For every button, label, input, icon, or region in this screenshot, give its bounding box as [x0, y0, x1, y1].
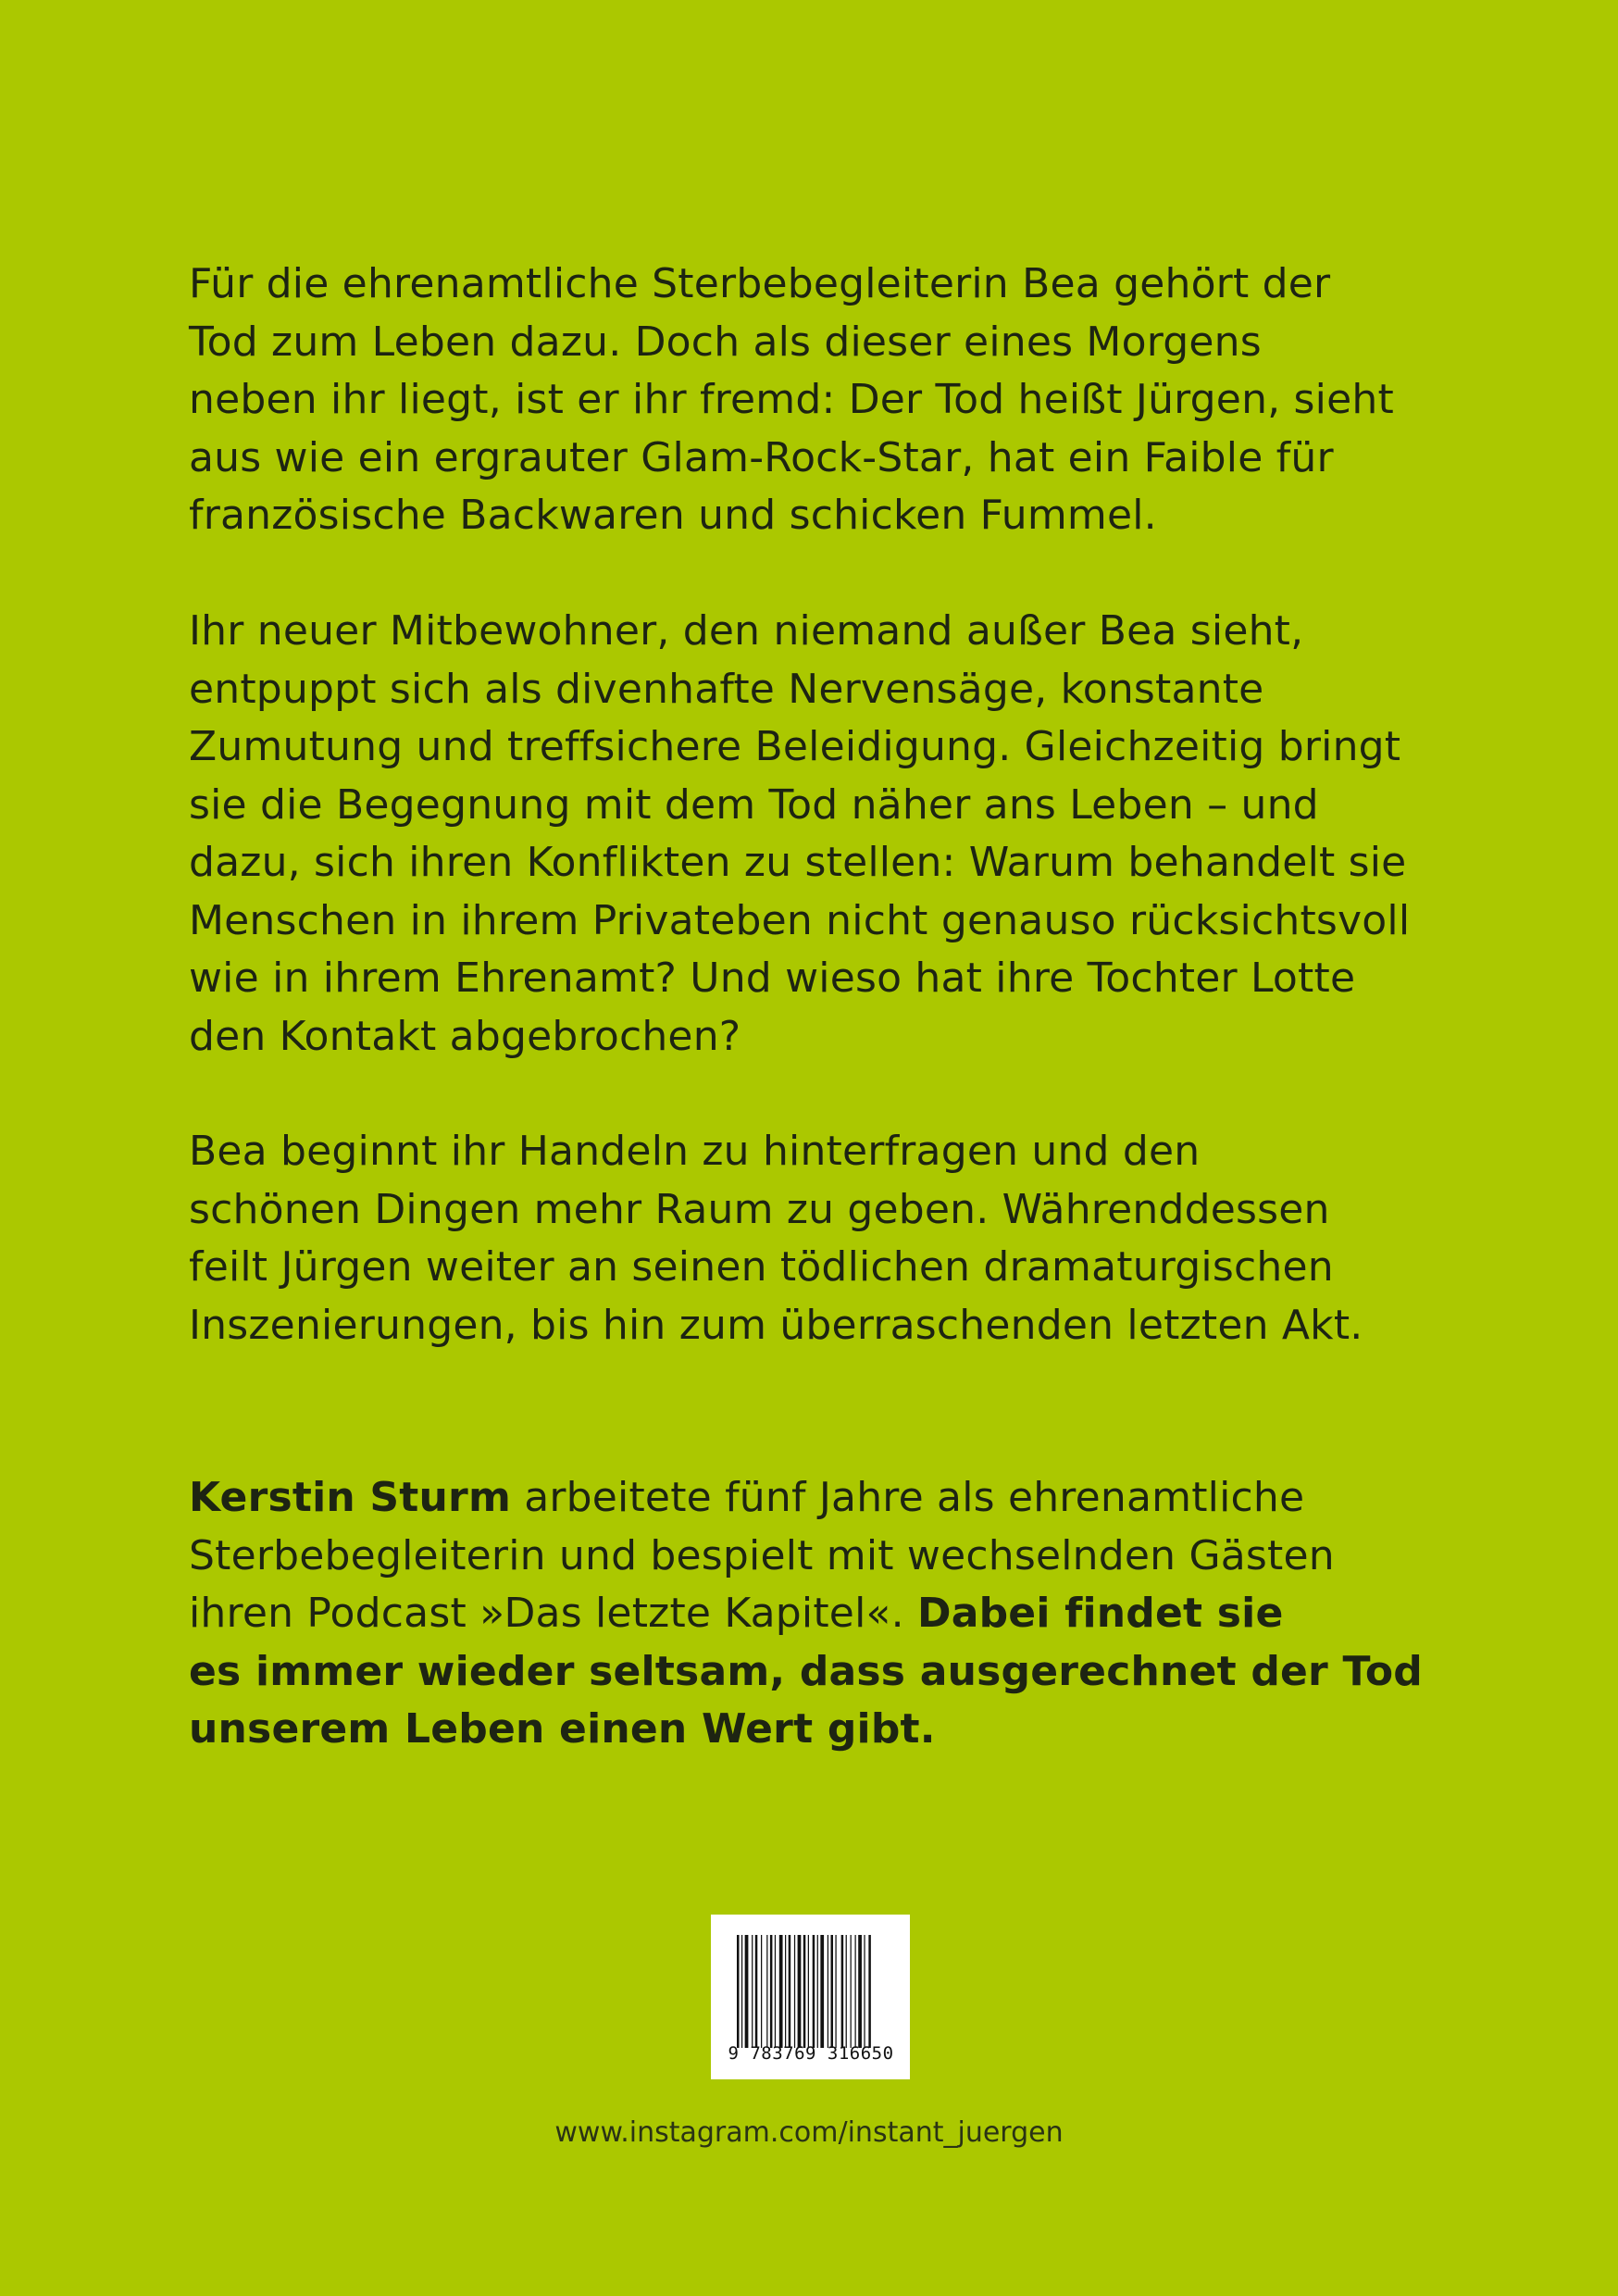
barcode-bar: [755, 1935, 758, 2048]
barcode-bar: [835, 1935, 836, 2048]
isbn-barcode: [711, 1915, 910, 2079]
barcode-bar: [785, 1935, 786, 2048]
barcode-bar: [858, 1935, 862, 2048]
barcode-bar: [864, 1935, 865, 2048]
bio-text: ihren Podcast »Das letzte Kapitel«.: [189, 1590, 917, 1637]
text-line: sie die Begegnung mit dem Tod näher ans Leben – und: [189, 780, 1319, 829]
barcode-bar: [770, 1935, 773, 2048]
text-line: wie in ihrem Ehrenamt? Und wieso hat ihre Tochter Lotte: [189, 955, 1356, 1002]
barcode-number: 9 783769 316650: [728, 2043, 894, 2064]
blurb-paragraph-3: [189, 1123, 1448, 1354]
text-line: neben ihr liegt, ist er ihr fremd: Der Tod heißt Jürgen, sieht: [189, 376, 1394, 423]
barcode-bar: [808, 1935, 809, 2048]
blurb-paragraph-1: [189, 256, 1448, 545]
blurb-paragraph-2: [189, 603, 1448, 1066]
text-line: Menschen in ihrem Privateben nicht genauso rücksichtsvoll: [189, 896, 1411, 944]
barcode-bar: [855, 1935, 856, 2048]
instagram-link[interactable]: www.instagram.com/instant_juergen: [554, 2116, 1064, 2149]
text-line: Inszenierungen, bis hin zum überraschenden letzten Akt.: [189, 1301, 1363, 1349]
text-line: Bea beginnt ihr Handeln zu hinterfragen und den: [189, 1128, 1201, 1175]
text-line: dazu, sich ihren Konflikten zu stellen: Warum behandelt sie: [189, 839, 1407, 886]
barcode-bar: [851, 1935, 852, 2048]
bio-emphasis: es immer wieder seltsam, dass ausgerechnet der Tod: [189, 1647, 1423, 1695]
barcode-bars: [737, 1935, 885, 2048]
barcode-bar: [779, 1935, 783, 2048]
barcode-bar: [846, 1935, 847, 2048]
barcode-bar: [741, 1935, 742, 2048]
text-line: aus wie ein ergrauter Glam-Rock-Star, hat ein Faible für: [189, 433, 1334, 481]
author-name: Kerstin Sturm: [189, 1474, 512, 1521]
text-line: schönen Dingen mehr Raum zu geben. Währenddessen: [189, 1185, 1330, 1233]
text-line: [189, 1585, 1448, 1643]
bio-emphasis: Dabei findet sie: [917, 1590, 1284, 1637]
barcode-bar: [841, 1935, 844, 2048]
barcode-bar: [831, 1935, 834, 2048]
text-line: entpuppt sich als divenhafte Nervensäge, konstante: [189, 665, 1264, 713]
barcode-bar: [752, 1935, 753, 2048]
barcode-bar: [761, 1935, 762, 2048]
text-line: Tod zum Leben dazu. Doch als dieser eines Morgens: [189, 318, 1262, 366]
author-bio: [189, 1469, 1448, 1759]
barcode-bar: [868, 1935, 871, 2048]
text-line: Sterbebegleiterin und bespielt mit wechselnden Gästen: [189, 1531, 1335, 1579]
text-line: feilt Jürgen weiter an seinen tödlichen dramaturgischen: [189, 1243, 1334, 1291]
barcode-bar: [766, 1935, 767, 2048]
barcode-bar: [798, 1935, 802, 2048]
barcode-bar: [794, 1935, 795, 2048]
text-line: [189, 1469, 1448, 1528]
barcode-bar: [789, 1935, 791, 2048]
text-line: Zumutung und treffsichere Beleidigung. Gleichzeitig bringt: [189, 723, 1401, 770]
barcode-bar: [775, 1935, 776, 2048]
text-line: den Kontakt abgebrochen?: [189, 1012, 741, 1060]
barcode-bar: [813, 1935, 815, 2048]
barcode-bar: [745, 1935, 749, 2048]
text-line: Für die ehrenamtliche Sterbebegleiterin Bea gehört der: [189, 260, 1331, 307]
barcode-bar: [817, 1935, 818, 2048]
text-line: Ihr neuer Mitbewohner, den niemand außer Bea sieht,: [189, 607, 1304, 655]
barcode-bar: [820, 1935, 824, 2048]
bio-text: arbeitete fünf Jahre als ehrenamtliche: [511, 1474, 1305, 1521]
bio-emphasis: unserem Leben einen Wert gibt.: [189, 1705, 936, 1753]
barcode-bar: [737, 1935, 740, 2048]
barcode-bar: [803, 1935, 806, 2048]
text-line: französische Backwaren und schicken Fummel.: [189, 492, 1157, 539]
